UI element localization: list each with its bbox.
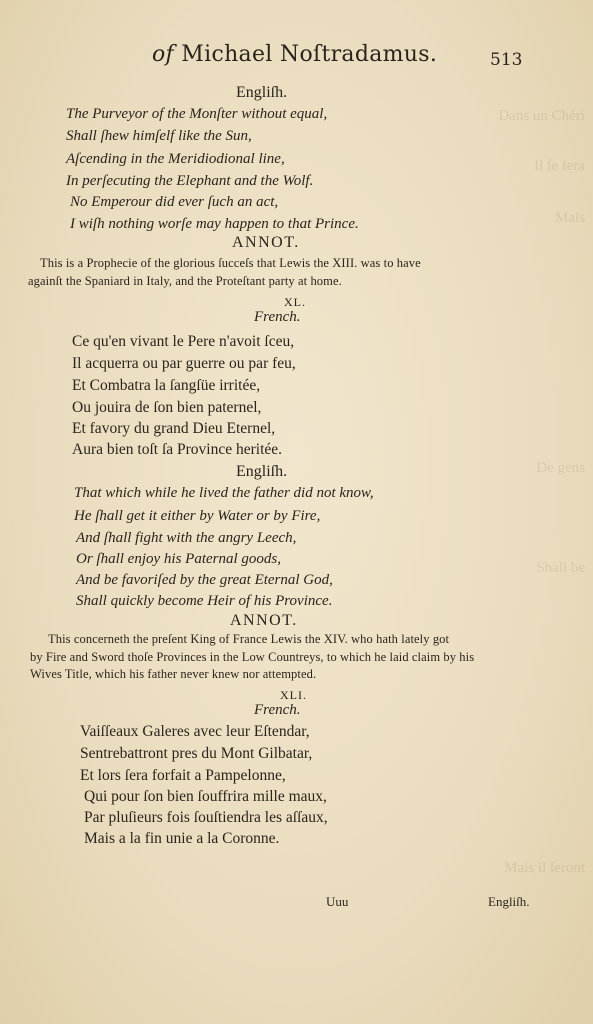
verse-line: Or ſhall enjoy his Paternal goods, (76, 551, 281, 567)
verse-line: In perſecuting the Elephant and the Wolf. (66, 173, 314, 189)
verse-line: Et favory du grand Dieu Eternel, (72, 420, 276, 437)
bleed-through-text: Mais (555, 210, 585, 226)
annotation-line: againſt the Spaniard in Italy, and the Proteſtant party at home. (28, 274, 342, 288)
bleed-through-text: Shall be (536, 560, 585, 576)
annotation-line: Wives Title, which his father never knew nor attempted. (30, 667, 317, 681)
quatrain-number: XL. (284, 295, 306, 309)
annotation-line: This concerneth the preſent King of France Lewis the XIV. who hath lately got (48, 632, 450, 646)
page-number: 513 (490, 50, 523, 70)
verse-line: That which while he lived the father did not know, (74, 485, 374, 501)
verse-line: The Purveyor of the Monſter without equal, (66, 106, 328, 122)
bleed-through-text: Dans un Chéri (498, 108, 585, 124)
verse-line: Et lors ſera forfait a Pampelonne, (80, 767, 286, 784)
verse-line: And ſhall fight with the angry Leech, (76, 530, 297, 546)
bleed-through-text: De gens (536, 460, 585, 476)
verse-line: Aura bien toſt ſa Province heritée. (72, 441, 283, 458)
annotation-line: This is a Prophecie of the glorious ſucceſs that Lewis the XIII. was to have (40, 256, 421, 270)
verse-line: Par pluſieurs fois ſouſtiendra les aſſaux, (84, 809, 328, 826)
verse-line: I wiſh nothing worſe may happen to that Prince. (70, 216, 359, 232)
verse-line: No Emperour did ever ſuch an act, (70, 194, 279, 210)
quatrain-number: XLI. (280, 688, 307, 702)
verse-line: Il acquerra ou par guerre ou par feu, (72, 355, 296, 372)
verse-line: Ou jouira de ſon bien paternel, (72, 399, 262, 416)
catchword: Engliſh. (488, 894, 530, 909)
verse-line: Aſcending in the Meridiodional line, (66, 151, 285, 167)
english-heading: Engliſh. (236, 84, 288, 101)
verse-line: Shall quickly become Heir of his Province. (76, 593, 333, 609)
running-title: of Michael Noſtradamus. (152, 42, 438, 67)
verse-line: Et Combatra la ſangſüe irritée, (72, 377, 261, 394)
verse-line: Ce qu'en vivant le Pere n'avoit ſceu, (72, 333, 295, 350)
verse-line: Vaiſſeaux Galeres avec leur Eſtendar, (80, 723, 310, 740)
annot-heading: ANNOT. (232, 234, 300, 251)
annot-heading: ANNOT. (230, 612, 298, 629)
french-heading: French. (254, 702, 301, 718)
signature-mark: Uuu (326, 894, 349, 909)
bleed-through-text: Il ſe fera (534, 158, 585, 174)
french-heading: French. (254, 309, 301, 325)
running-header (0, 42, 593, 76)
verse-line: He ſhall get it either by Water or by Fire, (74, 508, 321, 524)
verse-line: Sentrebattront pres du Mont Gilbatar, (80, 745, 313, 762)
verse-line: Shall ſhew himſelf like the Sun, (66, 128, 252, 144)
verse-line: And be favoriſed by the great Eternal God, (76, 572, 333, 588)
verse-line: Mais a la fin unie a la Coronne. (84, 830, 280, 847)
annotation-line: by Fire and Sword thoſe Provinces in the Low Countreys, to which he laid claim by his (30, 650, 475, 664)
verse-line: Qui pour ſon bien ſouffrira mille maux, (84, 788, 327, 805)
english-heading: Engliſh. (236, 463, 288, 480)
bleed-through-text: Mais il ſeront (504, 860, 585, 876)
